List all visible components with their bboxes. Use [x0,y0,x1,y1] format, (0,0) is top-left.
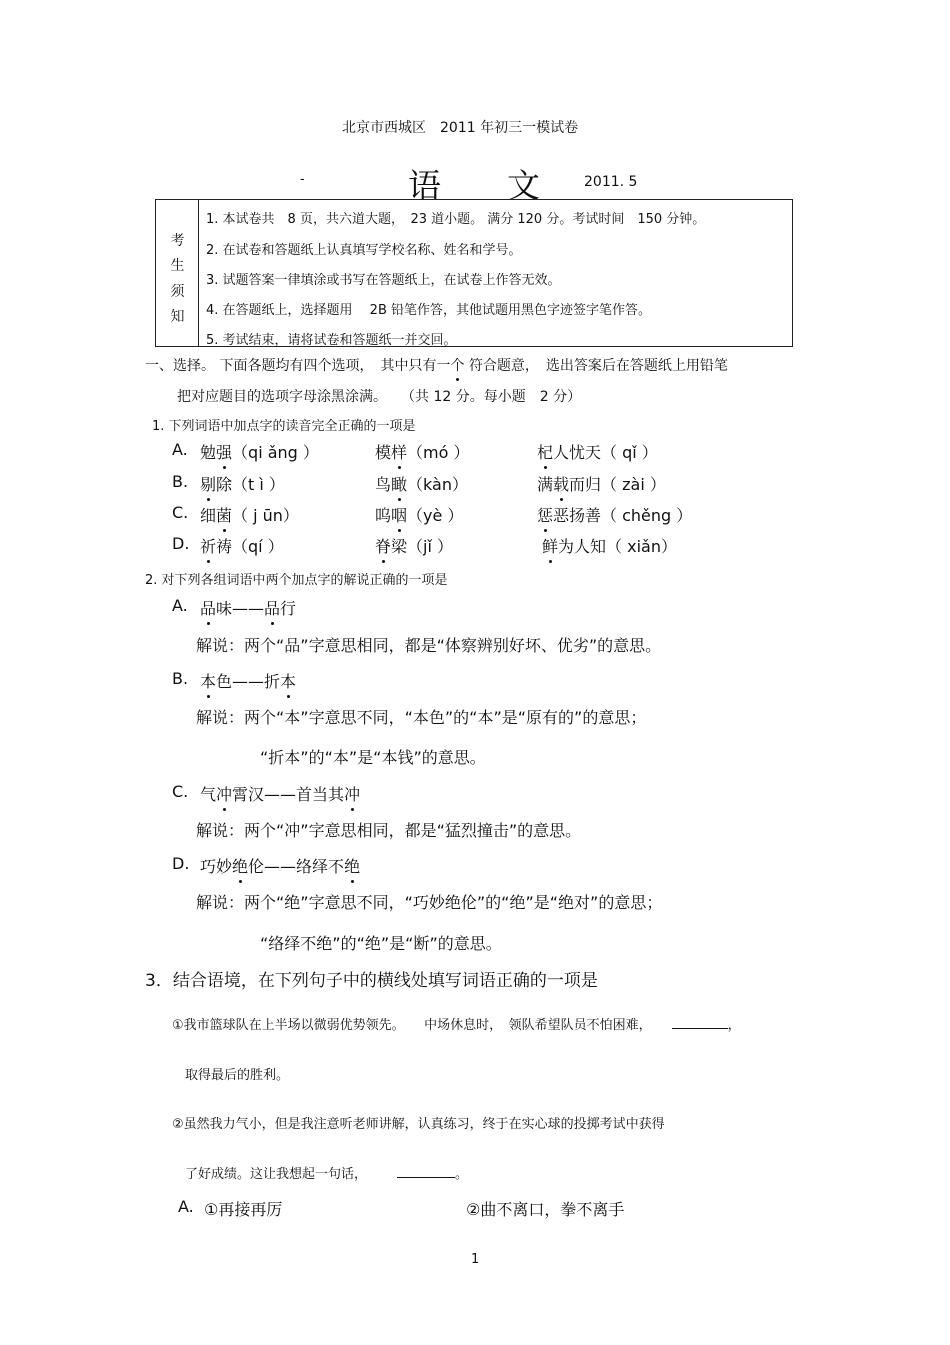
q2-explanation: “折本”的“本”是“本钱”的意思。 [260,748,486,767]
dotted-char: 品 [200,596,216,619]
q2-option-label: C. [172,782,189,801]
dotted-char: 本 [200,669,216,692]
q2-explanation: 解说：两个“绝”字意思不同，“巧妙绝伦”的“绝”是“绝对”的意思； [196,893,663,912]
q3-sentence-2: ②虽然我力气小，但是我注意听老师讲解，认真练习，终于在实心球的投掷考试中获得 [172,1117,665,1132]
section1-instruction-2: 把对应题目的选项字母涂黑涂满。 （共 12 分。每小题 2 分） [177,389,582,405]
notice-item: 3. 试题答案一律填涂或书写在答题纸上，在试卷上作答无效。 [206,273,561,288]
notice-item: 2. 在试卷和答题纸上认真填写学校名称、姓名和学号。 [206,243,522,258]
header-dash: - [300,172,305,187]
dotted-char: 绝 [344,854,360,877]
q2-word-pair: 巧妙绝伦——络绎不绝 [200,854,360,877]
exam-title: 语 文 [408,166,540,205]
q1-word: 祈祷（qí ） [200,534,284,557]
dotted-char: 品 [264,596,280,619]
q2-word-pair: 气冲霄汉——首当其冲 [200,782,360,805]
notice-side-char: 知 [170,309,185,325]
q1-word: 勉强（qi ǎng ） [200,440,319,463]
q1-option-label: B. [172,472,189,491]
q1-word: 鸟瞰（kàn） [375,472,468,495]
exam-notice-box [155,199,793,347]
q2-option-label: B. [172,669,189,688]
q2-option-label: D. [172,854,190,873]
dotted-char: 杞 [537,440,553,463]
dotted-char: 惩 [537,503,553,526]
q3-sentence-2-cont: 了好成绩。这让我想起一句话， 。 [185,1167,469,1182]
q2-explanation: 解说：两个“本”字意思不同，“本色”的“本”是“原有的”的意思； [196,708,647,727]
dotted-char: 脊 [375,534,391,557]
notice-side-char: 考 [170,233,185,249]
fill-blank [672,1016,728,1029]
q3-option-a-1: ①再接再厉 [204,1200,283,1219]
dotted-char: 冲 [216,782,232,805]
q1-word: 细菌（ j ūn） [200,503,299,526]
section1-instruction [145,355,728,375]
dotted-char: 载 [553,472,569,495]
q1-option-label: A. [172,440,188,459]
notice-side-char: 生 [170,258,185,274]
q2-explanation: 解说：两个“品”字意思相同，都是“体察辨别好坏、优劣”的意思。 [196,636,662,655]
q1-word: 脊梁（jǐ ） [375,534,453,557]
q1-word: 惩恶扬善（ chěng ） [537,503,692,526]
q1-stem: 1. 下列词语中加点字的读音完全正确的一项是 [152,419,416,434]
q1-word: 鲜为人知（ xiǎn） [542,534,677,557]
dotted-char: 冲 [344,782,360,805]
dotted-char: 瞰 [391,472,407,495]
exam-date: 2011. 5 [584,174,638,190]
dotted-char: 鲜 [542,534,558,557]
dotted-char: 本 [280,669,296,692]
notice-item: 5. 考试结束，请将试卷和答题纸一并交回。 [206,333,457,348]
section1-text: 一、选择。 下面各题均有四个选项， 其中只有一 [145,358,451,374]
notice-item: 4. 在答题纸上，选择题用 2B 铅笔作答，其他试题用黑色字迹签字笔作答。 [206,303,651,318]
fill-blank [397,1165,455,1178]
q2-word-pair: 本色——折本 [200,669,296,692]
q2-explanation: 解说：两个“冲”字意思相同，都是“猛烈撞击”的意思。 [196,821,582,840]
q2-explanation: “络绎不绝”的“绝”是“断”的意思。 [260,934,502,953]
notice-side-label [156,200,199,346]
q1-word: 满载而归（ zài ） [537,472,666,495]
dotted-char: 强 [216,440,232,463]
notice-side-char: 须 [170,284,185,300]
q1-option-label: D. [172,534,190,553]
q1-word: 呜咽（yè ） [375,503,463,526]
q1-word: 模样（mó ） [375,440,470,463]
q2-word-pair: 品味——品行 [200,596,296,619]
page-number: 1 [471,1252,480,1267]
dotted-char: 个 [450,355,464,375]
q3-sentence-1-cont: 取得最后的胜利。 [185,1068,290,1083]
dotted-char: 祈 [200,534,216,557]
q1-option-label: C. [172,503,189,522]
dotted-char: 样 [391,440,407,463]
q1-word: 剔除（t ì ） [200,472,285,495]
q3-option-a-2: ②曲不离口，拳不离手 [466,1200,625,1219]
q3-sentence-1: ①我市篮球队在上半场以微弱优势领先。 中场休息时， 领队希望队员不怕困难， ， [172,1018,741,1033]
dotted-char: 咽 [391,503,407,526]
q2-option-label: A. [172,596,188,615]
q2-stem: 2. 对下列各组词语中两个加点字的解说正确的一项是 [145,573,448,588]
q1-word: 杞人忧天（ qǐ ） [537,440,658,463]
q3-option-label: A. [178,1197,194,1216]
notice-item: 1. 本试卷共 8 页，共六道大题， 23 道小题。 满分 120 分。考试时间 150 分钟。 [206,212,706,227]
dotted-char: 剔 [200,472,216,495]
dotted-char: 绝 [232,854,248,877]
dotted-char: 菌 [216,503,232,526]
exam-subtitle: 北京市西城区 2011 年初三一模试卷 [342,120,579,136]
section1-text: 符合题意， 选出答案后在答题纸上用铅笔 [464,358,728,374]
q3-stem: 3．结合语境，在下列句子中的横线处填写词语正确的一项是 [145,971,598,991]
